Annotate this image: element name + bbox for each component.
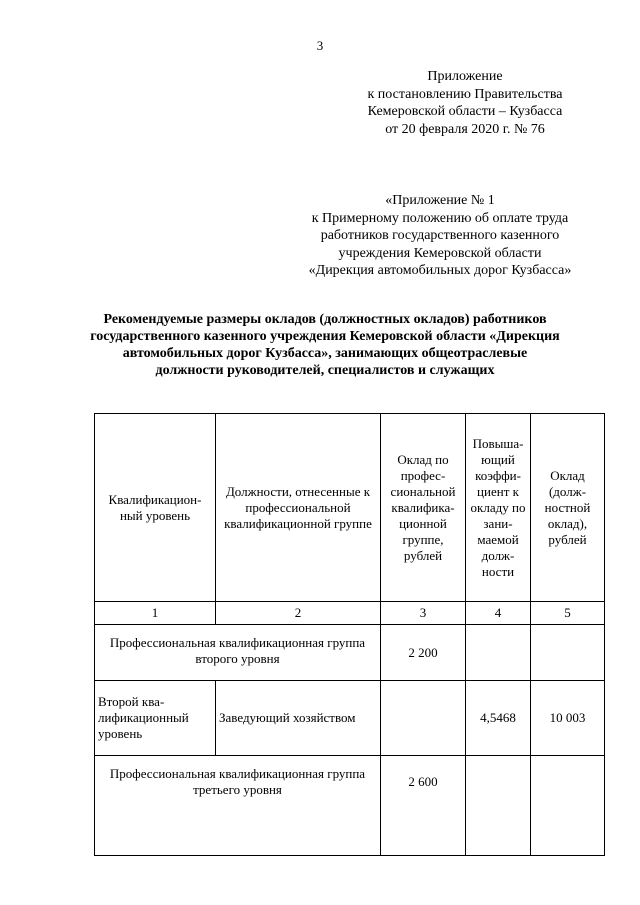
header-base-salary: Оклад по профес-сиональной квалифика-ционной группе, рублей	[381, 414, 466, 602]
empty-cell	[531, 756, 605, 856]
salary-table	[94, 413, 605, 856]
empty-cell	[381, 681, 466, 756]
appendix-1-reference	[280, 192, 600, 280]
column-number: 5	[531, 602, 605, 625]
header-positions: Должности, отнесенные к профессиональной квалификационной группе	[216, 414, 381, 602]
header-coefficient: Повыша-ющий коэффи-циент к окладу по зани-маемой долж-ности	[466, 414, 531, 602]
empty-cell	[466, 625, 531, 681]
header-salary: Оклад (долж-ностной оклад), рублей	[531, 414, 605, 602]
appendix-header-line: от 20 февраля 2020 г. № 76	[385, 121, 545, 137]
coefficient-cell: 4,5468	[466, 681, 531, 756]
table-row	[95, 681, 605, 756]
group-3-label: Профессиональная квалификационная группа третьего уровня	[95, 756, 381, 856]
empty-cell	[466, 756, 531, 856]
appendix-1-line: учреждения Кемеровской области	[338, 245, 542, 261]
column-numbers-row	[95, 602, 605, 625]
column-number: 4	[466, 602, 531, 625]
group-2-base-salary: 2 200	[381, 625, 466, 681]
header-qualification-level: Квалификацион-ный уровень	[95, 414, 216, 602]
group-3-row	[95, 756, 605, 856]
appendix-header-line: к постановлению Правительства	[367, 86, 563, 102]
appendix-header-line: Приложение	[427, 69, 503, 84]
appendix-1-line: «Приложение № 1	[385, 193, 495, 208]
empty-cell	[531, 625, 605, 681]
page-number: 3	[316, 38, 324, 53]
column-number: 2	[216, 602, 381, 625]
document-title: Рекомендуемые размеры окладов (должностных окладов) работников государственного казенного учреждения Кемеровской области «Дирекция автомобильных дорог Кузбасса», занимающих общеотраслевые должности руководителей, специалистов и служащих	[90, 312, 560, 378]
table-header-row	[95, 414, 605, 602]
appendix-header-line: Кемеровской области – Кузбасса	[367, 104, 563, 119]
group-2-label: Профессиональная квалификационная группа второго уровня	[95, 625, 381, 681]
group-2-row	[95, 625, 605, 681]
appendix-1-line: работников государственного казенного	[320, 228, 560, 243]
appendix-1-line: «Дирекция автомобильных дорог Кузбасса»	[308, 263, 572, 278]
group-3-base-salary: 2 600	[381, 756, 466, 856]
qualification-level-cell: Второй ква-лификационный уровень	[95, 681, 216, 756]
column-number: 1	[95, 602, 216, 625]
salary-cell: 10 003	[531, 681, 605, 756]
column-number: 3	[381, 602, 466, 625]
appendix-1-line: к Примерному положению об оплате труда	[311, 210, 569, 226]
appendix-header	[330, 68, 600, 138]
position-cell: Заведующий хозяйством	[216, 681, 381, 756]
